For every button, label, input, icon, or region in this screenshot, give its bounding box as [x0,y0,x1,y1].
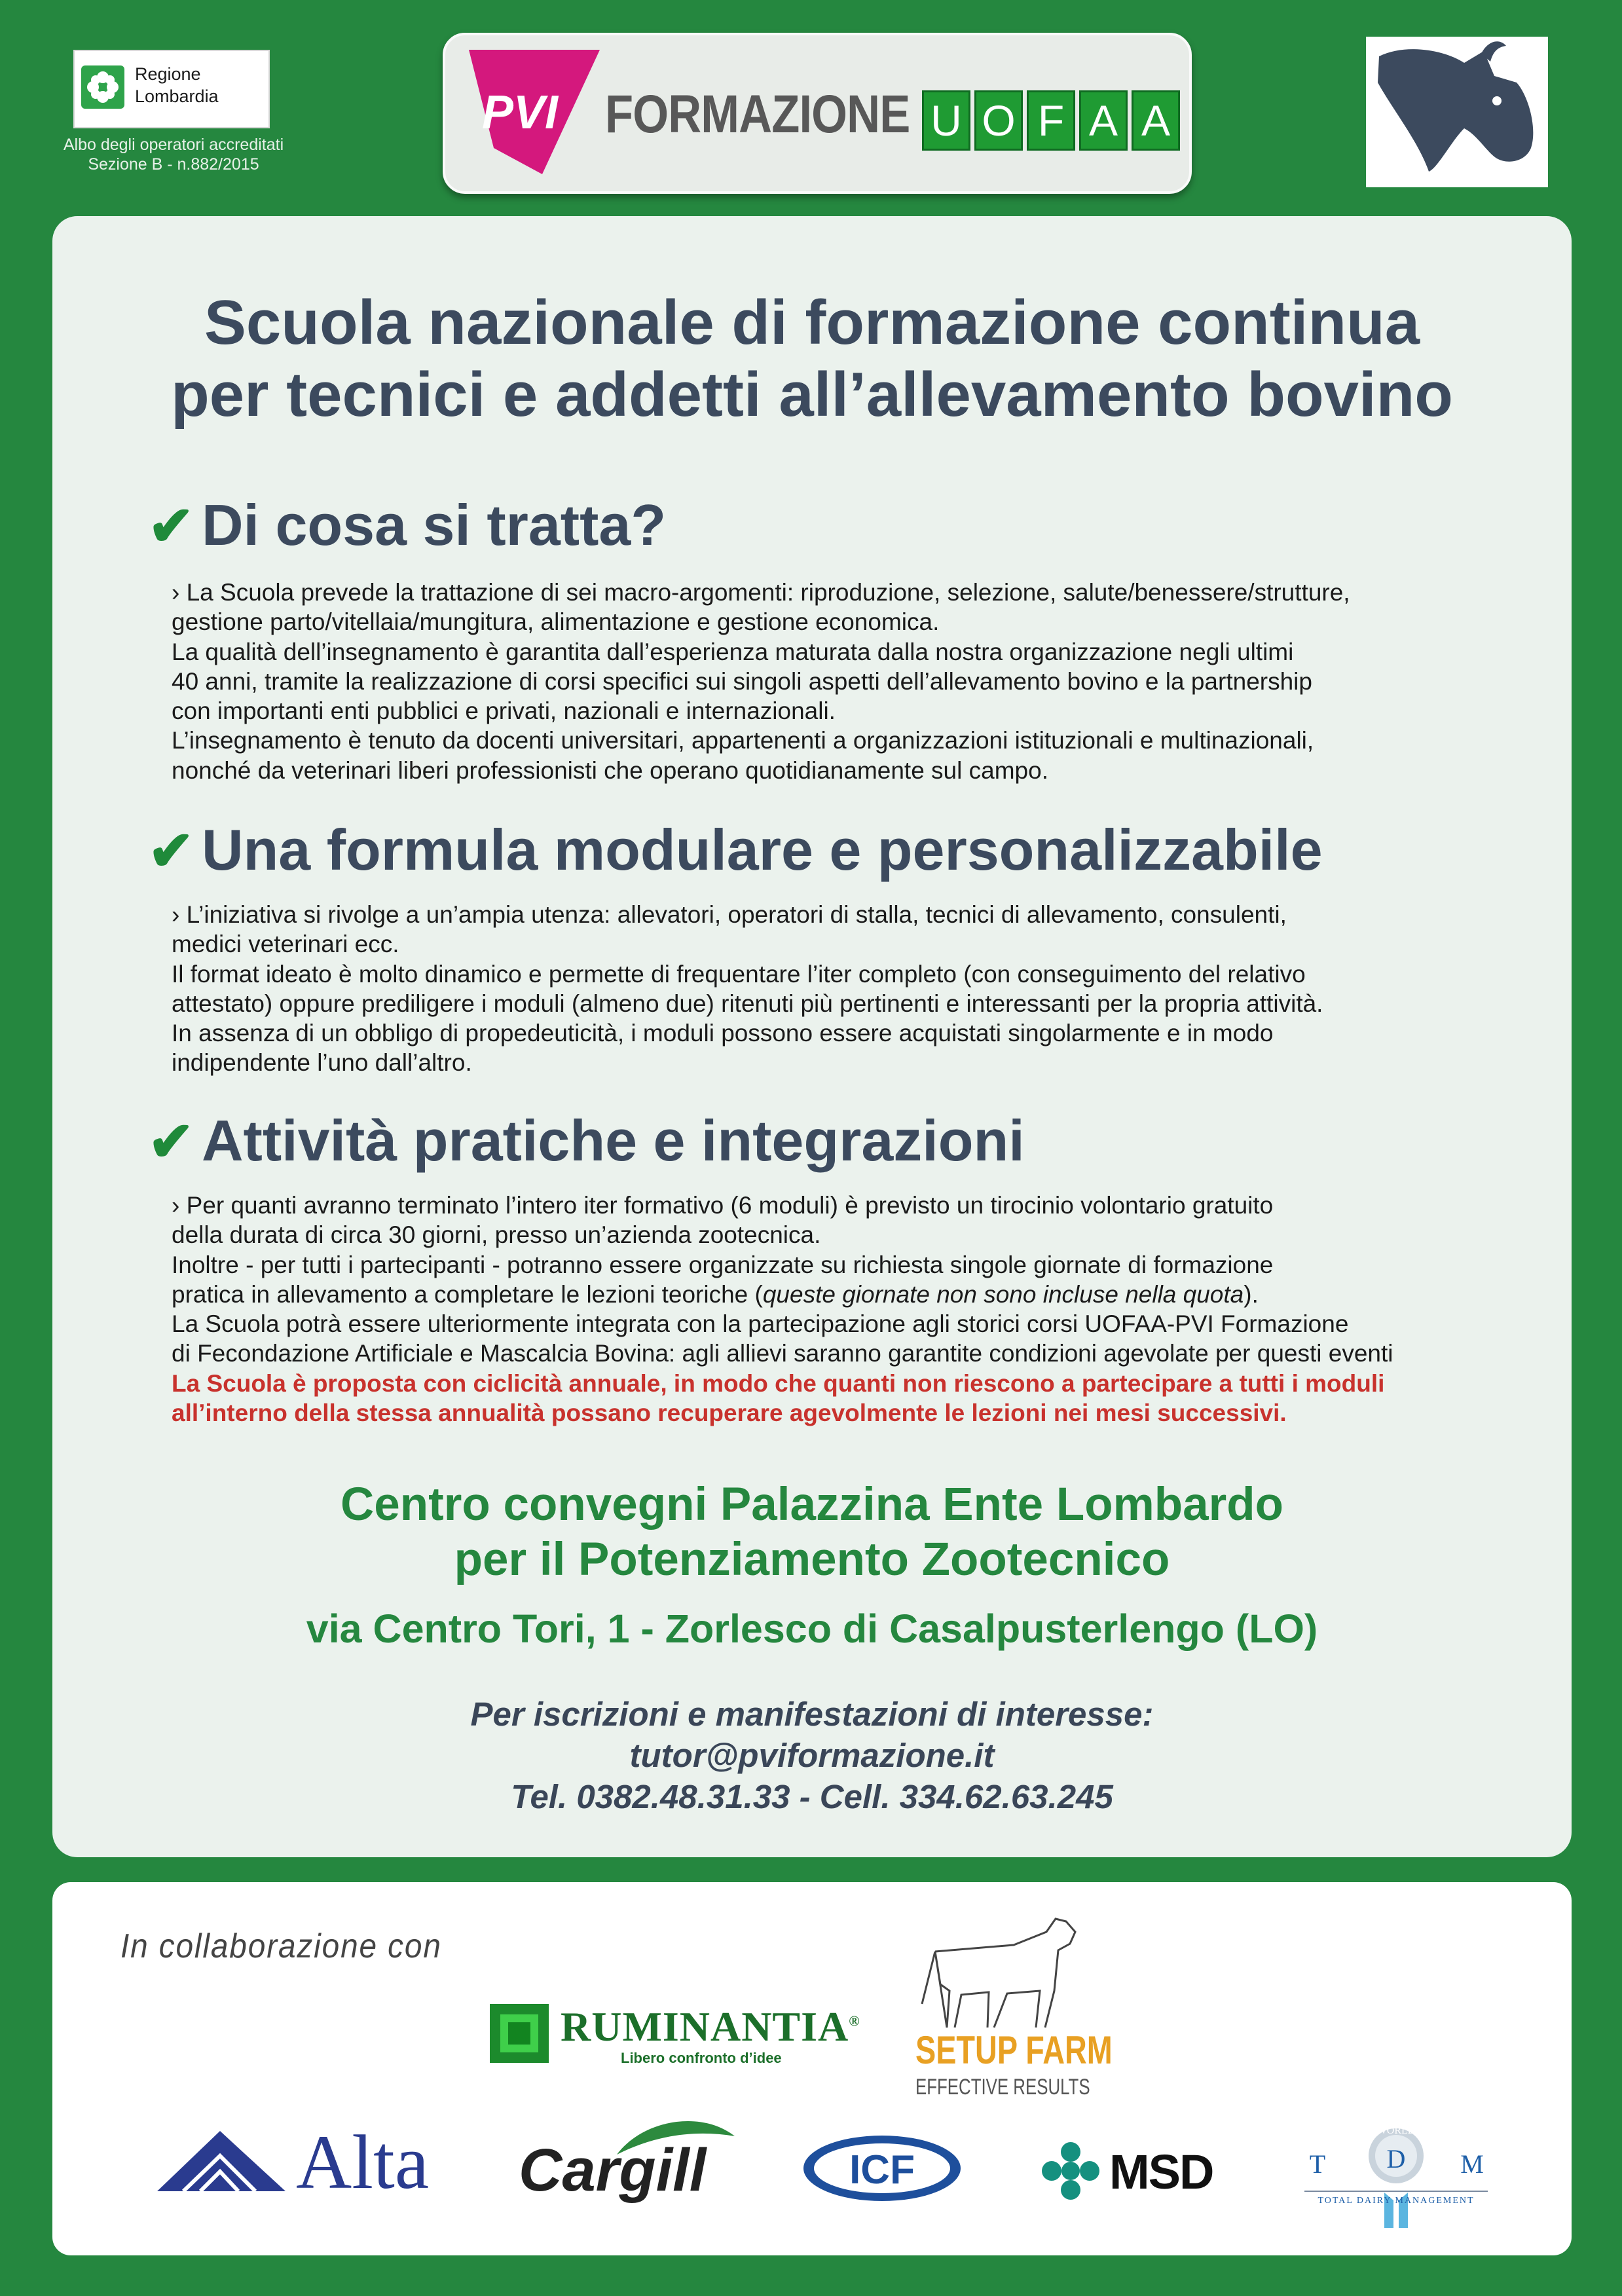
page-title: Scuola nazionale di formazione continua per tecnici e addetti all’allevamento bovino [171,287,1453,430]
msd-logo [1041,2136,1238,2208]
pvi-triangle-icon [469,50,600,174]
ruminantia-name: RUMINANTIA® [561,2003,860,2050]
checkmark-icon: ✔ [148,495,194,557]
checkmark-icon: ✔ [148,820,194,881]
tdm-letter: M [1460,2149,1484,2179]
contact-phones: Tel. 0382.48.31.33 - Cell. 334.62.63.245 [511,1778,1113,1815]
tdm-world: WORLD [1376,2125,1416,2136]
icf-oval-icon [800,2132,964,2204]
section-heading-attivita: ✔ Attività pratiche e integrazioni [148,1108,1025,1173]
section-heading-formula: ✔ Una formula modulare e personalizzabile [148,817,1323,882]
section-body-attivita: › Per quanti avranno terminato l’intero iter formativo (6 moduli) è previsto un tirocinio volontario gratuito della durata di circa 30 giorni, presso un’azienda zootecnica. Inoltre - per tutti i partecipanti - potranno essere organizzate su richiesta singole giornate di formazione pratica in allevamento a completare le lezioni teoriche (queste giornate non sono incluse nella quota). La Scuola potrà essere ulteriormente integrata con la partecipazione agli storici corsi UOFAA-PVI Formazione di Fecondazione Artificiale e Mascalcia Bovina: agli allievi saranno garantite condizioni agevolate per questi eventi La Scuola è proposta con ciclicità annuale, in modo che quanti non riescono a partecipare a tutti i moduli all’interno della stessa annualità possano recuperare agevolmente le lezioni nei mesi successivi. [172,1191,1393,1428]
regione-lombardia-rose-icon [81,65,124,109]
section-heading-di-cosa: ✔ Di cosa si tratta? [148,492,667,557]
ruminantia-logo [490,2001,883,2073]
alta-mountain-icon [157,2128,288,2194]
uofaa-letter: O [974,90,1023,151]
regione-lombardia-logo [73,50,270,128]
regione-lombardia-name: Regione Lombardia [135,64,219,106]
uofaa-letter: F [1027,90,1075,151]
alta-name: Alta [296,2119,430,2205]
setup-farm-tagline: EFFECTIVE RESULTS [915,2075,1090,2100]
uofaa-letter: A [1079,90,1128,151]
cow-head-logo [1366,37,1548,187]
cow-head-icon [1366,37,1548,187]
alta-logo [157,2119,458,2205]
pvi-formazione-uofaa-logo [443,33,1192,194]
annual-note: all’interno della stessa annualità possano recuperare agevolmente le lezioni nei mesi successivi. [172,1399,1287,1427]
annual-note: La Scuola è proposta con ciclicità annuale, in modo che quanti non riescono a partecipare a tutti i moduli [172,1369,1385,1397]
uofaa-letters [922,90,1180,151]
tdm-letter: T [1309,2149,1326,2179]
pvi-mark-text: PVI [482,86,559,139]
section-body-formula: › L’iniziativa si rivolge a un’ampia utenza: allevatori, operatori di stalla, tecnici di allevamento, consulenti, medici veterinari ecc. Il format ideato è molto dinamico e permette di frequentare l’iter completo (con conseguimento del relativo attestato) oppure prediligere i moduli (almeno due) ritenuti più pertinenti e interessanti per la propria attività. In assenza di un obbligo di propedeuticità, i moduli possono essere acquistati singolarmente e in modo indipendente l’uno dall’altro. [172,901,1323,1077]
setup-farm-logo [915,1912,1113,2102]
setup-farm-name: SETUP FARM [915,2028,1113,2072]
msd-name: MSD [1109,2145,1213,2199]
formazione-text: FORMAZIONE [605,84,910,144]
venue-address: via Centro Tori, 1 - Zorlesco di Casalpusterlengo (LO) [306,1606,1318,1651]
tdm-logo [1298,2114,1494,2236]
cargill-logo [519,2117,735,2208]
tdm-letter: D [1386,2144,1406,2174]
albo-accreditation: Albo degli operatori accreditati Sezione B - n.882/2015 [63,136,284,174]
uofaa-letter: U [922,90,970,151]
tdm-tagline: TOTAL DAIRY MANAGEMENT [1318,2196,1475,2206]
contact-block [52,1694,1572,1817]
cow-outline-icon [915,1912,1086,2030]
ruminantia-square-icon [490,2004,549,2063]
venue-name: Centro convegni Palazzina Ente Lombardo per il Potenziamento Zootecnico [341,1479,1283,1585]
msd-cross-icon [1041,2141,1100,2200]
collaboration-label: In collaborazione con [120,1927,442,1965]
ruminantia-tagline: Libero confronto d’idee [621,2050,782,2066]
contact-email[interactable]: tutor@pviformazione.it [629,1737,995,1774]
icf-name: ICF [849,2147,915,2193]
cargill-name: Cargill [519,2137,707,2204]
pratica-line: pratica in allevamento a completare le lezioni teoriche (queste giornate non sono incluse nella quota). [172,1280,1259,1308]
uofaa-letter: A [1132,90,1180,151]
contact-intro: Per iscrizioni e manifestazioni di interesse: [470,1695,1154,1733]
section-body-di-cosa: › La Scuola prevede la trattazione di sei macro-argomenti: riproduzione, selezione, salute/benessere/strutture, gestione parto/vitellaia/mungitura, alimentazione e gestione economica. La qualità dell’insegnamento è garantita dall’esperienza maturata dalla nostra organizzazione negli ultimi 40 anni, tramite la realizzazione di corsi specifici sui singoli aspetti dell’allevamento bovino e la partnership con importanti enti pubblici e privati, nazionali e internazionali. L’insegnamento è tenuto da docenti universitari, appartenenti a organizzazioni istituzionali e multinazionali, nonché da veterinari liberi professionisti che operano quotidianamente sul campo. [172,579,1350,784]
icf-logo [800,2132,964,2204]
checkmark-icon: ✔ [148,1111,194,1172]
tdm-globe-icon [1298,2114,1494,2236]
